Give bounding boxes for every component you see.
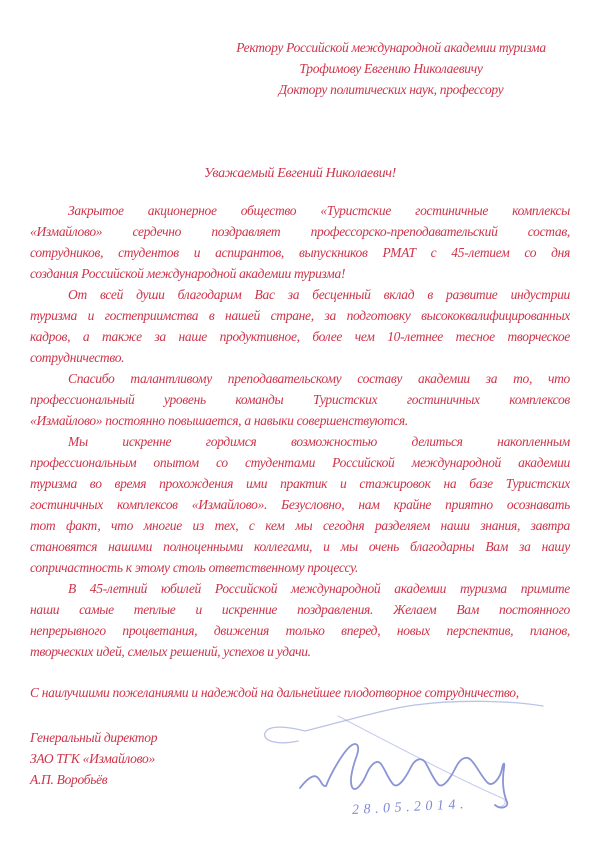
body-line: «Измайлово» постоянно повышается, а навыки совершенствуются. (30, 413, 408, 428)
body-line: «Измайлово» сердечно поздравляет профессорско-преподавательский состав, (30, 224, 570, 239)
handwritten-date: 28.05.2014. (351, 796, 469, 819)
body-line: творческих идей, смелых решений, успехов и удачи. (30, 644, 311, 659)
body-line: туризма и гостеприимства в нашей стране, за подготовку высококвалифицированных (30, 308, 570, 323)
body-line: сопричастность к этому столь ответственному процессу. (30, 560, 359, 575)
paragraph (30, 284, 570, 368)
paragraph (30, 200, 570, 284)
body-line: тот факт, что многие из тех, с кем мы сегодня разделяем наши знания, завтра (30, 518, 570, 533)
letter-content (0, 37, 600, 790)
body-line: кадров, а также за наше продуктивное, более чем 10-летнее тесное творческое (30, 329, 570, 344)
paragraph (30, 368, 570, 431)
salutation: Уважаемый Евгений Николаевич! (203, 166, 397, 181)
recipient-line: Доктору политических наук, профессору (278, 82, 504, 97)
body-line: От всей души благодарим Вас за бесценный вклад в развитие индустрии (68, 287, 570, 302)
letter-body (30, 200, 570, 662)
body-line: наши самые теплые и искренние поздравления. Желаем Вам постоянного (30, 602, 570, 617)
closing-line: С наилучшими пожеланиями и надеждой на дальнейшее плодотворное сотрудничество, (30, 685, 519, 700)
body-line: туризма во время прохождения ими практик и стажировок на базе Туристских (30, 476, 570, 491)
body-line: профессиональным опытом со студентами Российской международной академии (30, 455, 570, 470)
body-line: В 45-летний юбилей Российской международной академии туризма примите (68, 581, 570, 596)
body-line: гостиничных комплексов «Измайлово». Безусловно, нам крайне приятно осознавать (30, 497, 570, 512)
body-line: непрерывного процветания, движения только вперед, новых перспектив, планов, (30, 623, 570, 638)
body-line: становятся нашими полноценными коллегами, и мы очень благодарны Вам за нашу (30, 539, 570, 554)
paragraph (30, 431, 570, 578)
recipient-block (196, 37, 586, 100)
signer-name: А.П. Воробьёв (30, 772, 108, 787)
signature-block (30, 727, 570, 790)
body-line: создания Российской международной академии туризма! (30, 266, 346, 281)
signer-position: Генеральный директор (30, 730, 158, 745)
body-line: сотрудничество. (30, 350, 125, 365)
body-line: сотрудников, студентов и аспирантов, выпускников РМАТ с 45-летием со дня (30, 245, 570, 260)
body-line: профессиональный уровень команды Туристских гостиничных комплексов (30, 392, 570, 407)
signer-company: ЗАО ТГК «Измайлово» (30, 751, 155, 766)
recipient-line: Трофимову Евгению Николаевичу (299, 61, 483, 76)
body-line: Спасибо талантливому преподавательскому составу академии за то, что (68, 371, 570, 386)
body-line: Мы искренне гордимся возможностью делиться накопленным (68, 434, 570, 449)
body-line: Закрытое акционерное общество «Туристские гостиничные комплексы (68, 203, 570, 218)
recipient-line: Ректору Российской международной академии туризма (236, 40, 546, 55)
paragraph (30, 578, 570, 662)
